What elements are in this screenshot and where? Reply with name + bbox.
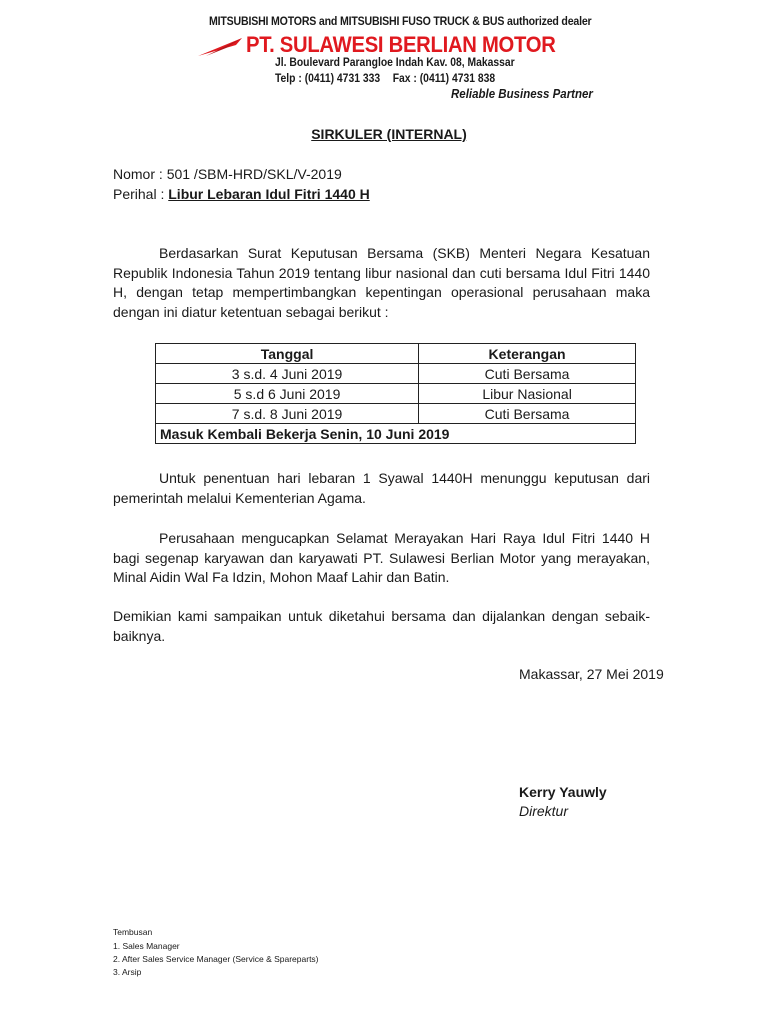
cell-keterangan: Cuti Bersama bbox=[419, 364, 636, 384]
table-row bbox=[156, 364, 636, 384]
perihal-label: Perihal : bbox=[113, 186, 165, 202]
nomor-label: Nomor : bbox=[113, 166, 163, 182]
paragraph-3-text: Perusahaan mengucapkan Selamat Merayakan Hari Raya Idul Fitri 1440 H bagi segenap karyawan dan karyawati PT. Sulawesi Berlian Motor yang merayakan, Minal Aidin Wal Fa Idzin, Mohon Maaf Lahir dan Batin. bbox=[113, 530, 650, 585]
nomor-line bbox=[113, 166, 342, 182]
paragraph-2-text: Untuk penentuan hari lebaran 1 Syawal 1440H menunggu keputusan dari pemerintah melalui Kementerian Agama. bbox=[113, 470, 650, 506]
cell-keterangan: Cuti Bersama bbox=[419, 404, 636, 424]
place-date: Makassar, 27 Mei 2019 bbox=[519, 666, 664, 682]
signer-name: Kerry Yauwly bbox=[519, 784, 607, 800]
company-name: PT. SULAWESI BERLIAN MOTOR bbox=[246, 32, 556, 57]
holiday-schedule-table bbox=[155, 343, 636, 444]
intro-text: Berdasarkan Surat Keputusan Bersama (SKB) Menteri Negara Kesatuan Republik Indonesia Tahun 2019 tentang libur nasional dan cuti bersama Idul Fitri 1440 H, dengan tetap mempertimbangkan kepentingan operasional perusahaan maka dengan ini diatur ketentuan sebagai berikut : bbox=[113, 245, 650, 320]
header-tanggal: Tanggal bbox=[156, 344, 419, 364]
perihal-line bbox=[113, 186, 370, 202]
company-address: Jl. Boulevard Parangloe Indah Kav. 08, Makassar bbox=[275, 57, 515, 69]
tembusan-item: 2. After Sales Service Manager (Service & Spareparts) bbox=[113, 954, 319, 964]
paragraph-2 bbox=[113, 469, 650, 508]
table-footer-row bbox=[156, 424, 636, 444]
intro-paragraph bbox=[113, 244, 650, 322]
cell-tanggal: 5 s.d 6 Juni 2019 bbox=[156, 384, 419, 404]
cell-tanggal: 7 s.d. 8 Juni 2019 bbox=[156, 404, 419, 424]
fax-number: Fax : (0411) 4731 838 bbox=[392, 73, 496, 85]
company-phone bbox=[275, 73, 508, 85]
telp-number: Telp : (0411) 4731 333 bbox=[275, 73, 381, 85]
header-keterangan: Keterangan bbox=[419, 344, 636, 364]
table-header-row bbox=[156, 344, 636, 364]
paragraph-4: Demikian kami sampaikan untuk diketahui bersama dan dijalankan dengan sebaik-baiknya. bbox=[113, 608, 650, 644]
paragraph-3 bbox=[113, 529, 650, 588]
table-row bbox=[156, 384, 636, 404]
company-logo-icon bbox=[196, 36, 244, 58]
cell-keterangan: Libur Nasional bbox=[419, 384, 636, 404]
perihal-value: Libur Lebaran Idul Fitri 1440 H bbox=[168, 186, 370, 202]
tembusan-item: 3. Arsip bbox=[113, 967, 142, 977]
dealer-line: MITSUBISHI MOTORS and MITSUBISHI FUSO TRUCK & BUS authorized dealer bbox=[209, 16, 592, 28]
signer-position: Direktur bbox=[519, 803, 569, 819]
tembusan-label: Tembusan bbox=[113, 927, 153, 937]
nomor-value: 501 /SBM-HRD/SKL/V-2019 bbox=[166, 166, 342, 182]
company-tagline: Reliable Business Partner bbox=[451, 87, 593, 101]
cell-tanggal: 3 s.d. 4 Juni 2019 bbox=[156, 364, 419, 384]
document-title: SIRKULER (INTERNAL) bbox=[311, 126, 467, 142]
table-row bbox=[156, 404, 636, 424]
tembusan-item: 1. Sales Manager bbox=[113, 941, 180, 951]
return-to-work-cell: Masuk Kembali Bekerja Senin, 10 Juni 2019 bbox=[156, 424, 636, 444]
